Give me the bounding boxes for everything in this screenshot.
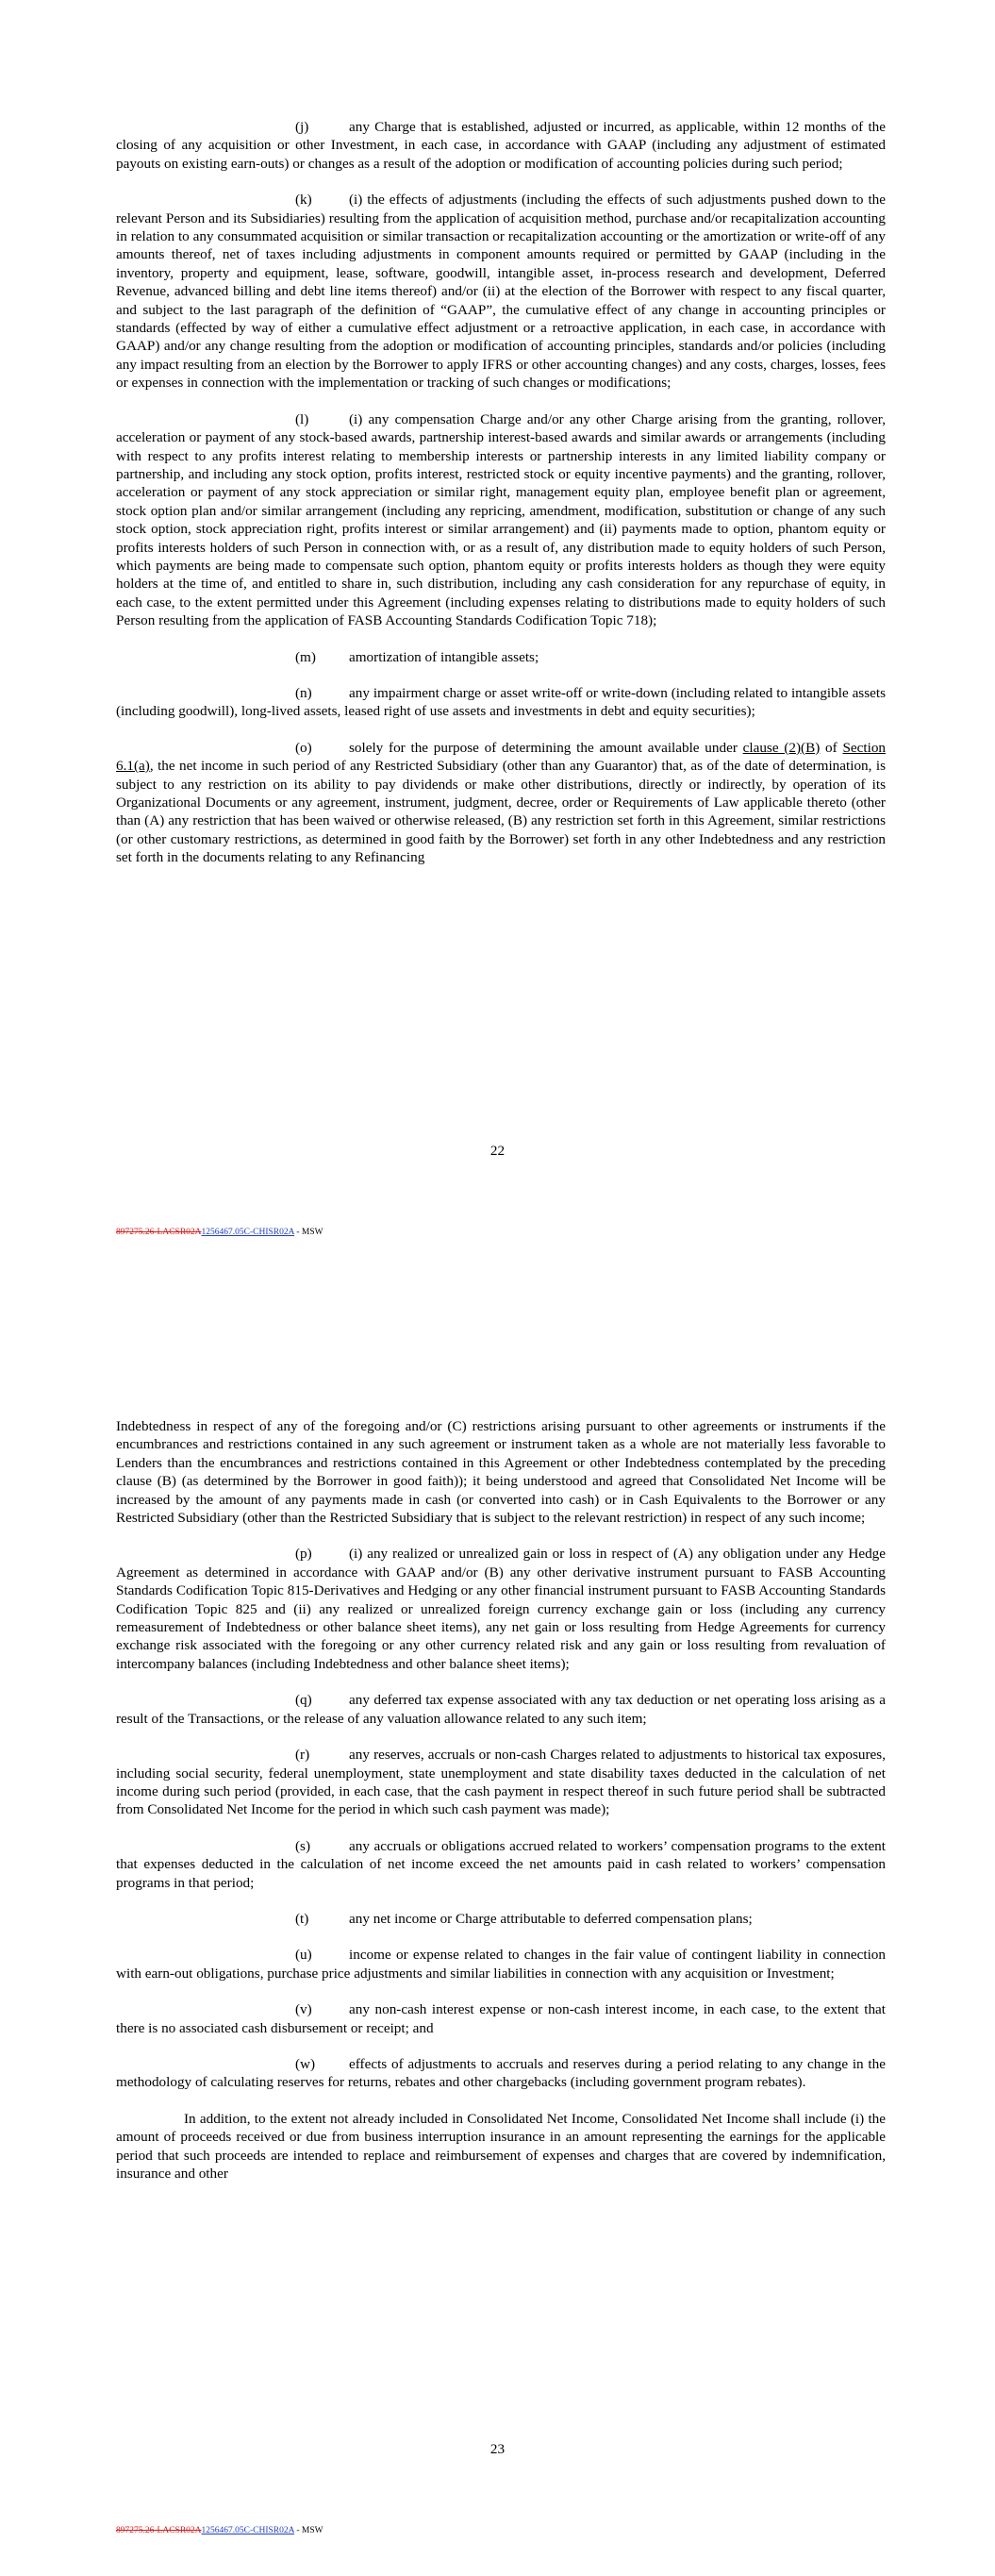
clause-text: (i) the effects of adjustments (including the effects of such adjustments pushed down to the relevant Person and its Subsidiaries) resulting from the application of acquisition method, purchase and/or recapitalization accounting in relation to any consummated acquisition or similar transaction or recapitalization accounting or the amortization or write-off of any amounts thereof, net of taxes including adjustments in component amounts required or permitted by GAAP (including in the inventory, property and equipment, lease, software, goodwill, intangible asset, in-process research and development, Deferred Revenue, advanced billing and debt line items thereof) and/or (ii) at the election of the Borrower with respect to any fiscal quarter, and subject to the last paragraph of the definition of “GAAP”, the cumulative effect of any change in accounting principles or standards (effected by way of either a cumulative effect adjustment or a retroactive application, in each case, in accordance with GAAP) and/or any change resulting from the adoption or modification of accounting principles, standards and/or policies (including any impact resulting from an election by the Borrower to apply IFRS or other accounting changes) and any costs, charges, losses, fees or expenses in connection with the implementation or tracking of such changes or modifications; [116, 192, 886, 392]
addition-paragraph: In addition, to the extent not already included in Consolidated Net Income, Consolidated Net Income shall include (i) the amount of proceeds received or due from business interruption insurance in an amount representing the earnings for the applicable period that such proceeds are intended to replace and reimbursement of expenses and charges that are covered by indemnification, insurance and other [116, 2110, 886, 2182]
clause-m [116, 648, 886, 666]
clause-t [116, 1910, 886, 1928]
deleted-doc-id: 897275.26-LACSR02A [116, 1228, 202, 1237]
cross-reference-clause: clause (2)(B) [742, 739, 821, 756]
document-footer [116, 2526, 323, 2535]
clause-label: (v) [295, 2001, 312, 2018]
clause-n [116, 684, 886, 721]
clause-p [116, 1545, 886, 1673]
clause-w [116, 2055, 886, 2092]
clause-label: (o) [295, 739, 312, 756]
clause-u [116, 1946, 886, 1982]
clause-text: effects of adjustments to accruals and reserves during a period relating to any change in the methodology of calculating reserves for returns, rebates and other chargebacks (including government program rebates). [116, 2055, 886, 2091]
clause-label: (u) [295, 1947, 312, 1964]
clause-k [116, 191, 886, 392]
cross-reference-section: Section 6.1(a) [116, 739, 887, 775]
continuation-paragraph: Indebtedness in respect of any of the foregoing and/or (C) restrictions arising pursuant to other agreements or instruments if the encumbrances and restrictions contained in any such agreement or instrument taken as a whole are not materially less favorable to Lenders than the encumbrances and restrictions contained in this Agreement or other Indebtedness contemplated by the preceding clause (B) (as determined by the Borrower in good faith)); it being understood and agreed that Consolidated Net Income will be increased by the amount of any payments made in cash (or converted into cash) or in Cash Equivalents to the Borrower or any Restricted Subsidiary (other than the Restricted Subsidiary that is subject to the relevant restriction) in respect of any such income; [116, 1418, 886, 1527]
inserted-doc-id: 1256467.05C-CHISR02A [201, 2526, 294, 2535]
clause-text: of [820, 739, 843, 756]
footer-suffix: - MSW [293, 1228, 323, 1237]
clause-label: (s) [295, 1837, 311, 1854]
page-number: 22 [489, 1143, 506, 1159]
clause-text: (i) any realized or unrealized gain or loss in respect of (A) any obligation under any Hedge Agreement as determined in accordance with GAAP and/or (B) any other derivative instrument pursuant to FASB Accounting Standards Codification Topic 815-Derivatives and Hedging or any other financial instrument pursuant to FASB Accounting Standards Codification Topic 825 and (ii) any realized or unrealized foreign currency exchange gain or loss (including any currency remeasurement of Indebtedness or other balance sheet items), any net gain or loss resulting from Hedge Agreements for currency exchange risk associated with the foregoing or any other currency related risk and any gain or loss resulting from revaluation of intercompany balances (including Indebtedness and other balance sheet items); [116, 1546, 886, 1672]
clause-label: (m) [295, 648, 316, 665]
clause-text: any impairment charge or asset write-off or write-down (including related to intangible assets (including goodwill), long-lived assets, leased right of use assets and investments in debt and equity securities); [116, 684, 886, 720]
page-number: 23 [489, 2441, 506, 2457]
clause-label: (k) [295, 192, 312, 209]
page-body [116, 1417, 886, 2200]
page-23 [0, 1288, 995, 2576]
clause-s [116, 1837, 886, 1892]
clause-label: (w) [295, 2055, 316, 2072]
clause-label: (n) [295, 684, 312, 701]
clause-label: (j) [295, 119, 309, 135]
clause-text: any net income or Charge attributable to deferred compensation plans; [349, 1910, 753, 1927]
clause-o [116, 739, 886, 867]
clause-text: any reserves, accruals or non-cash Charges related to adjustments to historical tax exposures, including social security, federal unemployment, state unemployment and state disability taxes deducted in the calculation of net income during such period (provided, in each case, that the cash payment in respect thereof in such future period shall be subtracted from Consolidated Net Income for the period in which such cash payment was made); [116, 1747, 886, 1818]
clause-j [116, 118, 886, 173]
page-body [116, 118, 886, 885]
clause-l [116, 410, 886, 630]
footer-suffix: - MSW [293, 2526, 323, 2535]
clause-text: amortization of intangible assets; [349, 648, 539, 665]
deleted-doc-id: 897275.26-LACSR02A [116, 2526, 202, 2535]
clause-r [116, 1746, 886, 1819]
clause-text: any non-cash interest expense or non-cash interest income, in each case, to the extent that there is no associated cash disbursement or receipt; and [116, 2001, 886, 2036]
clause-text: , the net income in such period of any Restricted Subsidiary (other than any Guarantor) that, as of the date of determination, is subject to any restriction on its ability to pay dividends or make other distributions, directly or indirectly, by operation of its Organizational Documents or any agreement, instrument, judgment, decree, order or Requirements of Law applicable thereto (other than (A) any restriction that has been waived or otherwise released, (B) any restriction set forth in this Agreement, similar restrictions (or other customary restrictions, as determined in good faith by the Borrower) set forth in any other Indebtedness and any restriction set forth in the documents relating to any Refinancing [116, 758, 886, 866]
clause-text: (i) any compensation Charge and/or any other Charge arising from the granting, rollover, acceleration or payment of any stock-based awards, partnership interest-based awards and similar awards or arrangements (including with respect to any profits interest relating to membership interests or partnership interests in any limited liability company or partnership, and including any stock option, profits interest, restricted stock or equity incentive payments) and the granting, rollover, acceleration or payment of any stock appreciation or similar right, management equity plan, employee benefit plan or agreement, stock option plan and/or similar arrangement (including any repricing, amendment, modification, substitution or change of any such stock option, stock appreciation right, profits interest or similar arrangement) and (ii) payments made to option, phantom equity or profits interests holders of such Person in connection with, or as a result of, any distribution made to equity holders of such Person, which payments are being made to compensate such option, phantom equity or profits interests holders as though they were equity holders at the time of, and entitled to share in, such distribution, including any cash consideration for any repurchase of equity, in each case, to the extent permitted under this Agreement (including expenses relating to distributions made to equity holders of such Person resulting from the application of FASB Accounting Standards Codification Topic 718); [116, 410, 886, 629]
clause-label: (l) [295, 410, 309, 427]
clause-label: (q) [295, 1692, 312, 1709]
clause-text: solely for the purpose of determining the amount available under [349, 739, 743, 756]
document-footer [116, 1228, 323, 1237]
clause-text: any Charge that is established, adjusted or incurred, as applicable, within 12 months of the closing of any acquisition or other Investment, in each case, in accordance with GAAP (including any adjustment of estimated payouts on existing earn-outs) or changes as a result of the adoption or modification of accounting policies during such period; [116, 119, 886, 172]
clause-label: (r) [295, 1747, 310, 1764]
clause-text: any accruals or obligations accrued related to workers’ compensation programs to the extent that expenses deducted in the calculation of net income exceed the net amounts paid in cash related to workers’ compensation programs in that period; [116, 1837, 886, 1891]
clause-v [116, 2000, 886, 2037]
inserted-doc-id: 1256467.05C-CHISR02A [201, 1228, 294, 1237]
clause-text: income or expense related to changes in the fair value of contingent liability in connection with earn-out obligations, purchase price adjustments and similar liabilities in connection with any acquisition or Investment; [116, 1947, 886, 1982]
clause-label: (t) [295, 1910, 309, 1927]
clause-text: any deferred tax expense associated with any tax deduction or net operating loss arising as a result of the Transactions, or the release of any valuation allowance related to any such item; [116, 1692, 886, 1727]
clause-q [116, 1691, 886, 1728]
clause-label: (p) [295, 1546, 312, 1563]
